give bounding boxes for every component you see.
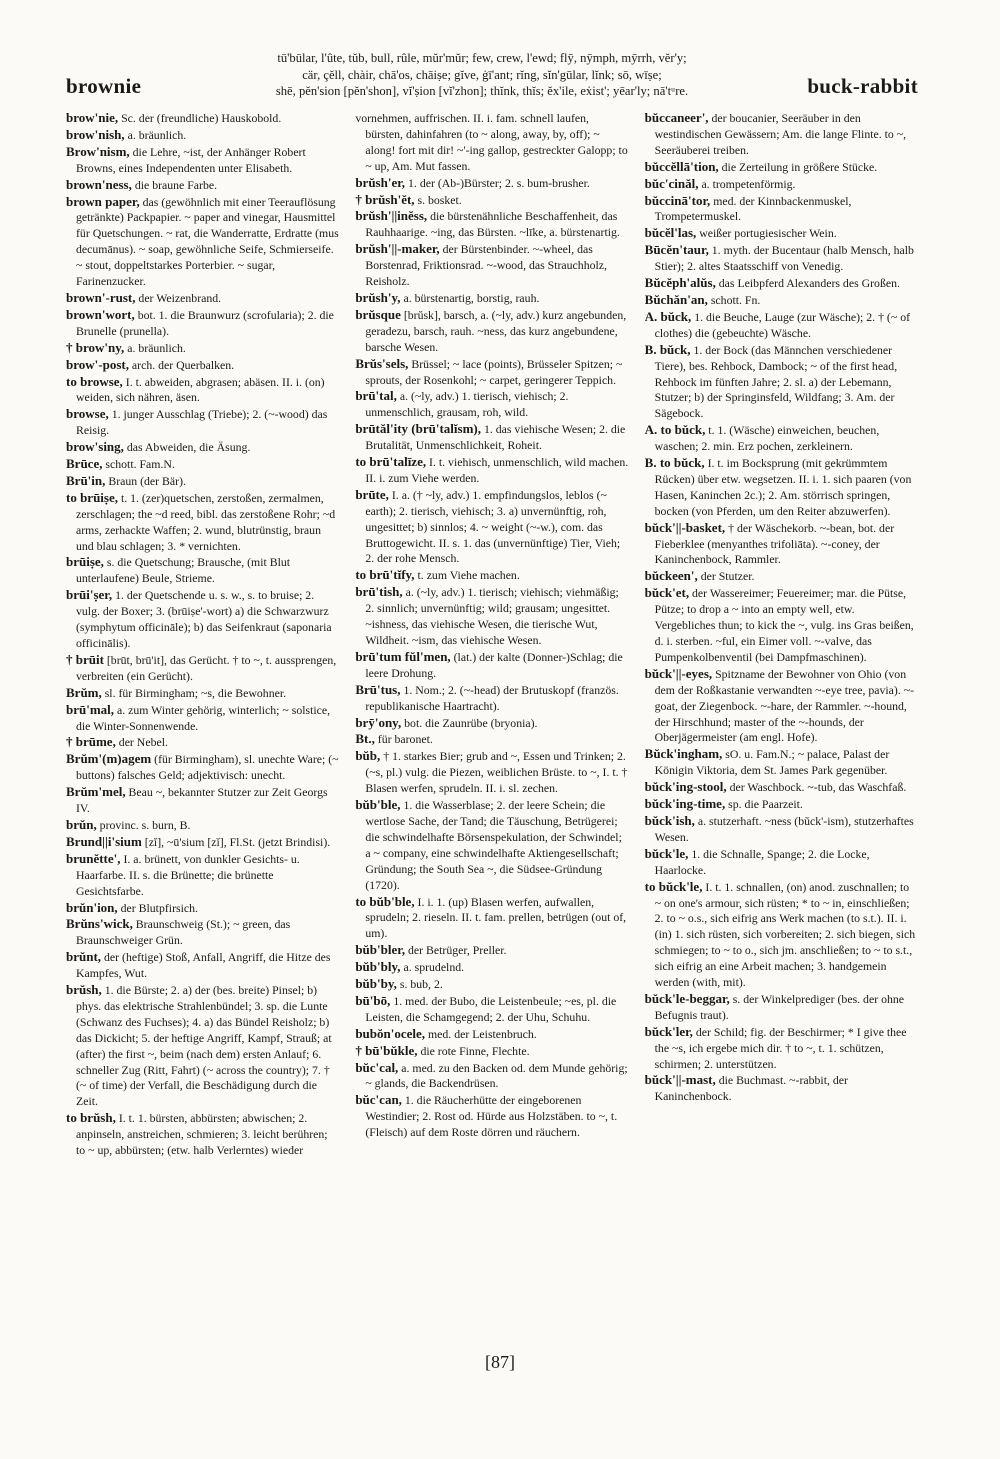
entry-definition: med. der Kinnbackenmuskel, Trompetermuskel.: [654, 193, 852, 224]
entry-headword: Brŭns'wick,: [66, 916, 133, 932]
dictionary-entry: [66, 900, 339, 917]
dictionary-entry: [66, 490, 339, 555]
dictionary-entry: [645, 242, 918, 275]
entry-headword: brŭsh'y,: [355, 289, 401, 305]
dictionary-entry: [355, 715, 628, 732]
dictionary-entry: [355, 1060, 628, 1093]
entry-headword: bŭck'||-mast,: [644, 1072, 716, 1088]
dictionary-entry: [355, 584, 628, 649]
entry-headword: Būcĕn'taur,: [644, 242, 709, 258]
entry-definition: I. t. viehisch, unmenschlich, wild machen. II. i. zum Viehe werden.: [365, 455, 629, 485]
entry-headword: bŭck'||-eyes,: [644, 665, 713, 681]
entry-headword: bŭccaneer',: [644, 110, 709, 125]
entry-headword: bŭccĕllā'tion,: [644, 158, 719, 174]
entry-headword: bŭck'et,: [644, 585, 690, 601]
entry-headword: Brŭm'(m)agem: [66, 751, 152, 767]
dictionary-entry: [66, 734, 339, 751]
entry-headword: † brŭsh'ĕt,: [355, 191, 415, 207]
dictionary-entry: [66, 751, 339, 784]
entry-definition: I. t. 1. bürsten, abbürsten; abwischen; 2. anpinseln, anstreichen, schmieren; 3. leicht berühren; to ~ up, abbürsten; (etw. halb Verlerntes) wieder: [76, 1111, 328, 1158]
dictionary-entry: [355, 797, 628, 893]
dictionary-entry: [645, 846, 918, 879]
dictionary-entry: [66, 307, 339, 340]
entry-definition: a. zum Winter gehörig, winterlich; ~ solstice, die Winter-Sonnenwende.: [76, 702, 331, 733]
entry-definition: der Waschbock. ~-tub, das Waschfaß.: [729, 780, 907, 795]
entry-definition: Braun (der Bär).: [108, 473, 186, 488]
entry-headword: Brow'nism,: [66, 143, 130, 159]
dictionary-entry: [66, 834, 339, 851]
dictionary-entry: [66, 456, 339, 473]
entry-definition: a. bürstenartig, borstig, rauh.: [403, 290, 540, 305]
entry-headword: bŭckeen',: [644, 568, 698, 584]
entry-definition: [zĭ], ~ū'sium [zĭ], Fl.St. (jetzt Brindisi).: [144, 834, 331, 849]
dictionary-entry: [355, 976, 628, 993]
entry-headword: bŭb'ble,: [355, 797, 401, 813]
right-guide-word: buck-rabbit: [807, 74, 918, 98]
dictionary-entry: [645, 520, 918, 569]
entry-headword: Brū'tus,: [355, 681, 401, 697]
entry-definition: die Lehre, ~ist, der Anhänger Robert Browns, eines Independenten unter Elisabeth.: [76, 144, 306, 175]
entry-headword: bŭck'le,: [644, 845, 689, 861]
entry-headword: brŭn,: [66, 816, 97, 832]
entry-definition: 1. die Räucherhütte der eingeborenen Westindier; 2. Rost od. Hürde aus Holzstäben. to ~, t. (Fleisch) auf dem Roste dörren und räuchern.: [365, 1093, 618, 1140]
entry-headword: Brūce,: [66, 456, 103, 472]
entry-definition: Braunschweig (St.); ~ green, das Braunschweiger Grün.: [76, 917, 291, 948]
entry-headword: bŭccinā'tor,: [644, 192, 711, 208]
dictionary-entry: [645, 666, 918, 747]
entry-headword: to bŭb'ble,: [355, 893, 415, 909]
entry-headword: to brŭsh,: [66, 1110, 116, 1126]
entry-definition: a. bräunlich.: [127, 340, 186, 355]
entry-definition: der Weizenbrand.: [138, 290, 222, 305]
entry-headword: † bū'bŭkle,: [355, 1042, 418, 1058]
entry-headword: brunĕtte',: [66, 850, 121, 866]
entry-definition: der boucanier, Seeräuber in den westindischen Gewässern; Am. die lange Flinte. to ~, Seeräuberei treiben.: [654, 111, 907, 157]
entry-definition: der Betrüger, Preller.: [408, 943, 507, 958]
page-number: [87]: [485, 1352, 515, 1372]
entry-headword: brŭnt,: [66, 949, 102, 965]
entry-definition: 1. Nom.; 2. (~-head) der Brutuskopf (französ. republikanische Haartracht).: [365, 682, 619, 713]
column-2: [355, 110, 628, 1340]
dictionary-entry: [645, 292, 918, 309]
entry-headword: to browse,: [66, 373, 123, 389]
dictionary-entry: [66, 817, 339, 834]
entry-definition: 1. med. der Bubo, die Leistenbeule; ~es, pl. die Leisten, die Schamgegend; 2. der Uhu, Schuhu.: [365, 993, 617, 1024]
entry-definition: bot. die Zaunrübe (bryonia).: [404, 715, 538, 730]
entry-definition: die bürstenähnliche Beschaffenheit, das Rauhhaarige. ~ing, das Bürsten. ~līke, a. bürstenartig.: [365, 209, 620, 240]
entry-definition: I. t. 1. schnallen, (on) anod. zuschnallen; to ~ on one's armour, sich rüsten; * to ~ in, einschließen; 2. to ~ o.s., sich eifrig ans Werk machen (to s.t.). II. i. (in) 1. sich rüsten, sich vorbereiten; 2. sich biegen, sich schmiegen; to ~ to o., sich jm. anschließen; to ~ to s.t., sich eifrig an eine Arbeit machen; 3. handgemein werden (with, mit).: [654, 879, 916, 990]
entry-headword: bŭb'bler,: [355, 942, 406, 958]
dictionary-entry: [355, 241, 628, 290]
entry-definition: der (heftige) Stoß, Anfall, Angriff, die Hitze des Kampfes, Wut.: [76, 950, 331, 981]
entry-definition: I. a. († ~ly, adv.) 1. empfindungslos, leblos (~ earth); 2. tierisch, viehisch; 3. a) unvernünftig, roh, ungesittet; b) sinnlos; 4. ~ weight (~-w.), com. das Bruttogewicht. II. s. 1. das (unvernünftige) Tier, Vieh; 2. der rohe Mensch.: [365, 487, 621, 566]
entry-definition: die Zerteilung in größere Stücke.: [721, 159, 878, 174]
entry-definition: Beau ~, bekannter Stutzer zur Zeit Georgs IV.: [76, 785, 328, 816]
entry-headword: bŭck'||-basket,: [644, 519, 726, 535]
dictionary-entry: [355, 388, 628, 421]
entry-definition: a. bräunlich.: [127, 127, 187, 142]
dictionary-entry: [66, 587, 339, 652]
dictionary-entry: [355, 1043, 628, 1060]
dictionary-entry: [645, 879, 918, 991]
entry-definition: s. bosket.: [417, 192, 462, 207]
dictionary-entry: [355, 894, 628, 943]
entry-definition: a. trompetenförmig.: [701, 176, 796, 191]
dictionary-entry: [66, 784, 339, 817]
entry-headword: brown'ness,: [66, 176, 132, 192]
entry-definition: 1. der (Ab-)Bürster; 2. s. bum-brusher.: [408, 175, 590, 190]
entry-definition: I. i. 1. (up) Blasen werfen, aufwallen, sprudeln; 2. rieseln. II. t. fam. prellen, betrügen (out of, um).: [365, 894, 627, 941]
entry-headword: brŭsh'||inĕss,: [355, 208, 428, 224]
entry-headword: brȳ'ony,: [355, 714, 402, 730]
entry-headword: † brūme,: [66, 734, 116, 750]
entry-headword: bŭb'by,: [355, 976, 397, 992]
dictionary-entry: [355, 208, 628, 241]
entry-headword: A. to bŭck,: [644, 422, 706, 438]
dictionary-entry: [355, 307, 628, 356]
entry-definition: s. bub, 2.: [399, 977, 443, 992]
dictionary-entry: [66, 702, 339, 735]
entry-definition: 1. junger Ausschlag (Triebe); 2. (~-wood) das Reisig.: [76, 407, 328, 438]
dictionary-entry: [66, 374, 339, 407]
entry-headword: brown'wort,: [66, 306, 135, 322]
entry-definition: t. zum Viehe machen.: [417, 568, 520, 583]
dictionary-entry: [645, 193, 918, 226]
entry-headword: † brow'ny,: [66, 339, 125, 355]
dictionary-entry: [355, 959, 628, 976]
entry-headword: brow'nish,: [66, 126, 125, 142]
dictionary-entry: [355, 682, 628, 715]
entry-definition: das Abweiden, die Äsung.: [126, 440, 251, 455]
entry-headword: bŭck'ish,: [644, 812, 695, 828]
entry-headword: brūi'ṣer,: [66, 587, 113, 603]
dictionary-entry: [66, 982, 339, 1110]
dictionary-entry: [355, 487, 628, 568]
dictionary-entry: [645, 568, 918, 585]
entry-definition: der Nebel.: [118, 735, 168, 750]
dictionary-entry: [645, 813, 918, 846]
dictionary-entry: [355, 454, 628, 487]
column-1: [66, 110, 339, 1340]
dictionary-entry: [355, 192, 628, 209]
entry-definition: die Buchmast. ~-rabbit, der Kaninchenbock.: [654, 1073, 848, 1104]
entry-headword: Brŭs'sels,: [355, 355, 409, 371]
entry-headword: brŭsque: [355, 306, 401, 322]
dictionary-entry: [645, 991, 918, 1024]
entry-headword: brŭsh'er,: [355, 174, 406, 190]
entry-definition: 1. der Bock (das Männchen verschiedener Tiere), bes. Rehbock, Dambock; ~ of the first head, Rehbock im fünften Jahre; 2. sl. a) der Lebemann, Stutzer; b) der Springinsfeld, Wildfang; 3. Am. der Sägebock.: [654, 342, 898, 421]
entry-headword: bubŏn'ocele,: [355, 1025, 426, 1041]
pronunciation-key: [206, 50, 758, 100]
entry-headword: brŭn'ion,: [66, 899, 118, 915]
entry-definition: a. med. zu den Backen od. dem Munde gehörig; ~ glands, die Backendrüsen.: [365, 1060, 628, 1091]
entry-headword: to brū'talīze,: [355, 454, 427, 470]
entry-definition: [brŭsk], barsch, a. (~ly, adv.) kurz angebunden, geradezu, barsch, rauh. ~ness, das kurz angebundene, barsche Wesen.: [365, 307, 627, 354]
page-header: [66, 48, 918, 104]
dictionary-entry: [645, 176, 918, 193]
entry-definition: (für Birmingham), sl. unechte Ware; (~ buttons) falsches Geld; adjektivisch: unecht.: [76, 752, 339, 783]
dictionary-entry: [645, 275, 918, 292]
entry-headword: to brūiṣe,: [66, 489, 118, 505]
entry-headword: brow'sing,: [66, 439, 124, 455]
entry-headword: brown'-rust,: [66, 289, 136, 305]
entry-definition: schott. Fam.N.: [105, 457, 175, 472]
entry-definition: der Schild; fig. der Beschirmer; * I give thee the ~s, ich ergebe mich dir. † to ~, t. 1. schützen, schirmen; 2. unterstützen.: [654, 1024, 907, 1071]
entry-headword: bŭb,: [355, 748, 381, 764]
dictionary-entry: [66, 177, 339, 194]
entry-definition: provinc. s. burn, B.: [99, 817, 191, 832]
entry-headword: bŭc'cinăl,: [644, 175, 699, 191]
entry-definition: I. a. brünett, von dunkler Gesichts- u. Haarfarbe. II. s. die Brünette; die brünette Gesichtsfarbe.: [76, 851, 300, 898]
dictionary-entry: [66, 1110, 339, 1159]
entry-definition: für baronet.: [377, 732, 433, 747]
entry-headword: bŭcĕl'las,: [644, 225, 697, 241]
dictionary-entry: [645, 585, 918, 666]
entry-definition: s. die Quetschung; Brausche, (mit Blut unterlaufene) Beule, Strieme.: [76, 555, 291, 586]
dictionary-entry: [66, 290, 339, 307]
entry-definition: der Wassereimer; Feuereimer; mar. die Pütse, Pütze; to drop a ~ into an empty well, etw. Vergebliches thun; to kick the ~, vulg. ins Gras beißen, d. i. sterben. ~ful, ein Eimer voll. ~-valve, das Pumpenkolbenventil (bei Dampfmaschinen).: [654, 586, 914, 664]
entry-definition: 1. die Schnalle, Spange; 2. die Locke, Haarlocke.: [654, 846, 870, 877]
dictionary-entry: [66, 554, 339, 587]
dictionary-entry: [66, 340, 339, 357]
entry-headword: browse,: [66, 406, 109, 422]
entry-definition: s. der Winkelprediger (bes. der ohne Befugnis traut).: [654, 991, 905, 1022]
dictionary-entry: [355, 731, 628, 748]
entry-definition: I. t. im Bocksprung (mit gekrümmtem Rücken) über etw. wegsetzen. II. i. 1. sich paaren (von Hasen, Kaninchen 2c.); 2. Am. störrisch springen, bocken (von Pferden, um den Reiter abzuwerfen).: [654, 456, 912, 518]
dictionary-entry: [355, 1026, 628, 1043]
entry-definition: 1. die Beuche, Lauge (zur Wäsche); 2. † (~ of clothes) die (gebeuchte) Wäsche.: [654, 309, 911, 340]
entry-definition: der Bürstenbinder. ~-wheel, das Borstenrad, Friktionsrad. ~-wood, das Strauchholz, Reisholz.: [365, 242, 607, 289]
dictionary-entry: [66, 473, 339, 490]
pron-key-line: cär, çĕll, chàir, chā'os, chāiṣe; gĭve, ġī'ant; rĭng, sĭn'gūlar, lĭnk; sō, wīṣe;: [302, 67, 662, 82]
entry-headword: A. bŭck,: [644, 308, 692, 324]
entry-definition: 1. myth. der Bucentaur (halb Mensch, halb Stier); 2. altes Staatsschiff von Venedig.: [654, 243, 914, 274]
entry-headword: Brŭm'mel,: [66, 784, 126, 800]
entry-definition: a. (~ly, adv.) 1. tierisch; viehisch; viehmäßig; 2. sinnlich; unvernünftig; wild; grausam; ungesittet. ~ishness, das viehische Wesen, die tierische Wut, Wildheit. ~ism, das viehische Wesen.: [365, 585, 619, 647]
left-guide-word: brownie: [66, 74, 142, 98]
entry-definition: arch. der Querbalken.: [131, 357, 235, 372]
dictionary-entry: [645, 1072, 918, 1105]
entry-definition: schott. Fn.: [710, 292, 761, 307]
dictionary-entry: [355, 942, 628, 959]
dictionary-entry: [355, 567, 628, 584]
entry-headword: brŭsh,: [66, 982, 102, 998]
entry-definition: 1. der Quetschende u. s. w., s. to bruise; 2. vulg. der Boxer; 3. (brūiṣe'-wort) a) die Schwarzwurz (symphytum officināle); b) das Seifenkraut (saponaria officinālis).: [76, 588, 332, 650]
entry-headword: Bŭchăn'an,: [644, 291, 708, 307]
entry-definition: das (gewöhnlich mit einer Teerauflösung getränkte) Packpapier. ~ paper and vinegar, Hausmittel für Quetschungen. ~ rat, die Wanderratte, Erdratte (mus decumānus). ~ soap, gewöhnliche Seife, Schmierseife. ~ stout, doppeltstarkes Porterbier. ~ sugar, Farinenzucker.: [76, 194, 339, 289]
entry-headword: brow'-post,: [66, 356, 129, 372]
dictionary-entry: [66, 357, 339, 374]
dictionary-entry: [355, 421, 628, 454]
dictionary-body: [66, 110, 918, 1340]
entry-definition: t. 1. (zer)quetschen, zerstoßen, zermalmen, zerschlagen; the ~d reed, bibl. das zerstoßene Rohr; ~d arms, zerhackte Waffen; 2. wund, blutrünstig, braun und blau schlagen; 3. * vernichten.: [76, 490, 336, 553]
dictionary-entry: [645, 796, 918, 813]
entry-definition: a. stutzerhaft. ~ness (bŭck'-ism), stutzerhaftes Wesen.: [654, 813, 914, 844]
entry-headword: bŭc'can,: [355, 1092, 402, 1108]
dictionary-entry: [355, 993, 628, 1026]
dictionary-entry: [355, 290, 628, 307]
entry-definition: med. der Leistenbruch.: [428, 1026, 537, 1041]
entry-definition: I. t. abweiden, abgrasen; abäsen. II. i. (on) weiden, sich nähren, äsen.: [76, 374, 325, 405]
entry-headword: B. to bŭck,: [644, 455, 705, 471]
dictionary-entry: [66, 406, 339, 439]
entry-headword: brūiṣe,: [66, 554, 104, 570]
dictionary-entry: [645, 225, 918, 242]
entry-headword: to brū'tĭfy,: [355, 567, 415, 583]
dictionary-entry: [66, 949, 339, 982]
entry-definition: sO. u. Fam.N.; ~ palace, Palast der Königin Viktoria, dem St. James Park gegenüber.: [654, 747, 890, 778]
dictionary-entry: [355, 748, 628, 797]
entry-definition: † 1. starkes Bier; grub and ~, Essen und Trinken; 2. (~s, pl.) vulg. die Piezen, weiblichen Brüste. to ~, I. t. † Blasen werfen, sprudeln. II. i. sl. zechen.: [365, 749, 628, 796]
dictionary-entry: [66, 851, 339, 900]
dictionary-entry: [66, 144, 339, 177]
entry-headword: brū'tal,: [355, 388, 397, 404]
entry-headword: brown paper,: [66, 193, 140, 209]
entry-headword: B. bŭck,: [644, 341, 691, 357]
entry-headword: bŭc'cal,: [355, 1059, 399, 1075]
dictionary-entry: [66, 194, 339, 290]
entry-headword: bŭck'ler,: [644, 1023, 693, 1039]
entry-headword: Brund||i'sium: [66, 833, 142, 849]
dictionary-entry: [66, 439, 339, 456]
dictionary-entry: [645, 746, 918, 779]
entry-headword: Brŭm,: [66, 684, 102, 700]
entry-headword: bū'bō,: [355, 992, 391, 1008]
entry-definition: 1. die Bürste; 2. a) der (bes. breite) Pinsel; b) phys. das elektrische Strahlenbündel; 3. sp. die Lunte (Schwanz des Fuchses); 4. a) das Bündel Reisholz; b) das Dickicht; 5. der heftige Angriff, Kampf, Strauß; at (after) the first ~, beim (nach dem) ersten Anlauf; 6. schneller Zug (Ritt, Fahrt) (~ across the country); 7. † (~ of time) der Verfall, die Beschädigung durch die Zeit.: [76, 983, 332, 1109]
dictionary-entry: [66, 685, 339, 702]
entry-definition: t. 1. (Wäsche) einweichen, beuchen, waschen; 2. min. Erz pochen, zerkleinern.: [654, 423, 880, 454]
dictionary-entry: [66, 916, 339, 949]
dictionary-entry: [355, 175, 628, 192]
dictionary-entry: [66, 127, 339, 144]
dictionary-entry: [645, 779, 918, 796]
entry-headword: bŭck'ing-time,: [644, 796, 726, 812]
entry-definition: † der Wäschekorb. ~-bean, bot. der Fieberklee (menyanthes trifoliāta). ~-coney, der Kaninchenbock, Rammler.: [654, 520, 895, 567]
entry-definition: weißer portugiesischer Wein.: [699, 226, 837, 241]
entry-definition: Spitzname der Bewohner von Ohio (von dem der Roßkastanie verwandten ~-eye tree, pavia). ~-goat, der Ziegenbock. ~-hare, der Rammler. ~-hound, der Hirschhund; master of the ~-hounds, der Oberjägermeister (am engl. Hofe).: [654, 666, 915, 745]
dictionary-entry: [355, 1092, 628, 1141]
pron-key-line: tū'būlar, l'ûte, tŭb, bull, rûle, mŭr'mŭr; few, crew, l'ewd; flȳ, nȳmph, mȳrrh, vĕr'y;: [277, 51, 687, 65]
dictionary-entry: [355, 110, 628, 175]
entry-definition: der Blutpfirsich.: [120, 900, 198, 915]
entry-definition: Sc. der (freundliche) Hauskobold.: [121, 111, 282, 125]
dictionary-entry: [645, 455, 918, 520]
entry-definition: vornehmen, auffrischen. II. i. fam. schnell laufen, bürsten, dahinfahren (to ~ along, away, by, off); ~ along! fort mit dir! ~'-ing gallop, gestreckter Galopp; to ~ up, Am. Mut fassen.: [355, 111, 628, 173]
entry-headword: brū'tish,: [355, 584, 403, 600]
entry-headword: Brū'in,: [66, 472, 106, 488]
entry-definition: sl. für Birmingham; ~s, die Bewohner.: [104, 685, 287, 700]
entry-headword: bŭck'le-beggar,: [644, 990, 730, 1006]
entry-headword: † brūit: [66, 651, 104, 667]
dictionary-entry: [66, 110, 339, 127]
entry-headword: Bt.,: [355, 731, 375, 747]
entry-definition: sp. die Paarzeit.: [728, 797, 803, 812]
entry-definition: 1. das viehische Wesen; 2. die Brutalität, Unmenschlichkeit, Roheit.: [365, 422, 626, 453]
entry-headword: brūtăl'ity (brū'talĭsm),: [355, 421, 481, 437]
entry-definition: die braune Farbe.: [134, 177, 218, 192]
entry-headword: bŭck'ing-stool,: [644, 779, 727, 795]
entry-headword: brū'mal,: [66, 701, 115, 717]
dictionary-entry: [645, 159, 918, 176]
entry-definition: [brūt, brū'it], das Gerücht. † to ~, t. aussprengen, verbreiten (ein Gerücht).: [76, 652, 337, 683]
entry-headword: brow'nie,: [66, 110, 119, 125]
entry-headword: to bŭck'le,: [644, 878, 703, 894]
dictionary-entry: [645, 342, 918, 423]
dictionary-entry: [645, 110, 918, 159]
dictionary-entry: [355, 356, 628, 389]
column-3: [645, 110, 918, 1340]
entry-definition: a. (~ly, adv.) 1. tierisch, viehisch; 2. unmenschlich, grausam, roh, wild.: [365, 389, 569, 420]
entry-headword: Bŭcĕph'alŭs,: [644, 275, 716, 291]
entry-definition: a. sprudelnd.: [403, 960, 465, 975]
entry-headword: brŭsh'||-maker,: [355, 241, 440, 257]
dictionary-entry: [645, 1024, 918, 1073]
entry-headword: brūte,: [355, 486, 389, 502]
dictionary-entry: [645, 309, 918, 342]
entry-headword: Bŭck'ingham,: [644, 746, 723, 762]
entry-headword: brū'tum fŭl'men,: [355, 648, 451, 664]
dictionary-entry: [66, 652, 339, 685]
entry-headword: bŭb'bly,: [355, 959, 401, 975]
entry-definition: Brüssel; ~ lace (points), Brüsseler Spitzen; ~ sprouts, der Rosenkohl; ~ carpet, geringerer Teppich.: [365, 356, 623, 387]
entry-definition: das Leibpferd Alexanders des Großen.: [718, 276, 900, 291]
dictionary-entry: [355, 649, 628, 682]
entry-definition: bot. 1. die Braunwurz (scrofularia); 2. die Brunelle (prunella).: [76, 307, 334, 338]
entry-definition: (lat.) der kalte (Donner-)Schlag; die leere Drohung.: [365, 649, 623, 680]
entry-definition: 1. die Wasserblase; 2. der leere Schein; die wertlose Sache, der Tand; die Täuschung, Betrügerei; die schwindelhafte Börsenspekulation, der Schwindel; a ~ company, eine schwindelhafte Aktiengesellschaft; Gründung; the South Sea ~, die Südsee-Gründung (1720).: [365, 798, 622, 892]
pron-key-line: shē, pĕn'sion [pĕn'shon], vĭ'ṣion [vĭ'zhon]; thĭnk, thĭs; ĕx'ile, eẋist'; yēar'ly; nā'tᵘre.: [275, 84, 689, 98]
dictionary-entry: [645, 422, 918, 455]
entry-definition: der Stutzer.: [700, 569, 755, 584]
entry-definition: die rote Finne, Flechte.: [420, 1043, 530, 1058]
